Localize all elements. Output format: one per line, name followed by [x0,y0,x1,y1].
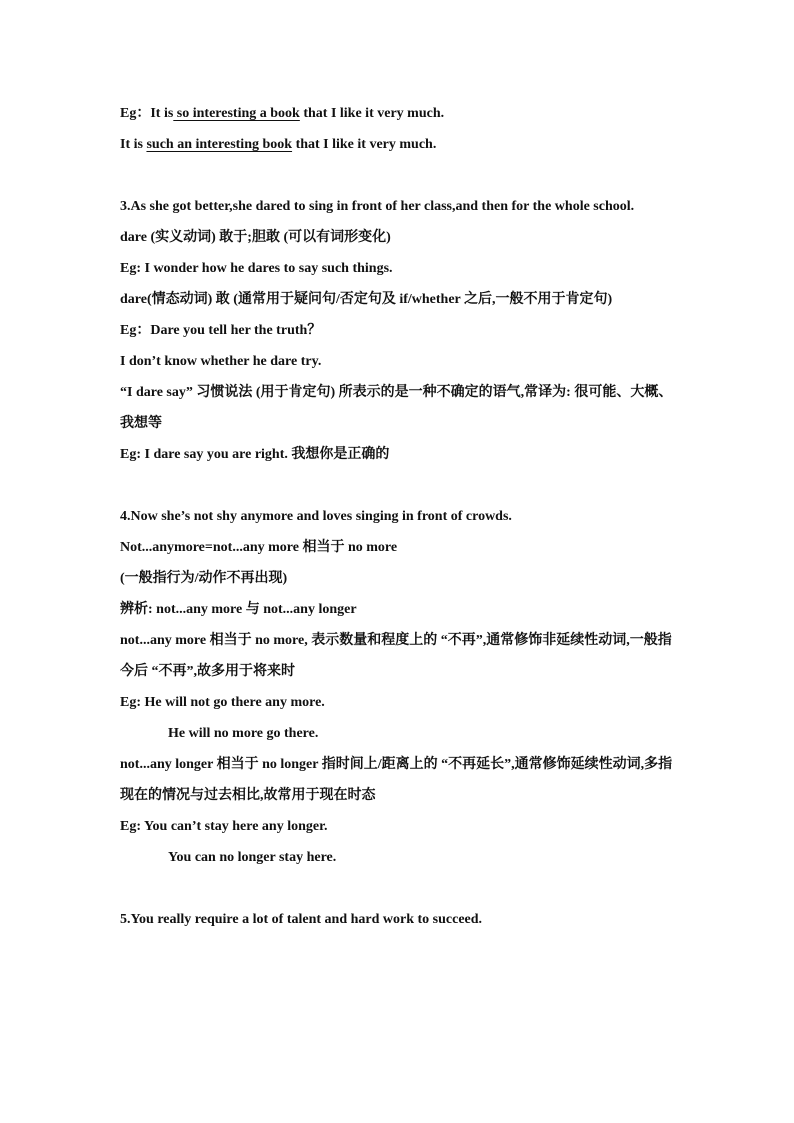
underlined-phrase: so interesting a book [173,106,300,121]
idiom-definition: “I dare say” 习惯说法 (用于肯定句) 所表示的是一种不确定的语气,常译为: 很可能、大概、我想等 [120,385,673,431]
usage-note: (一般指行为/动作不再出现) [120,571,288,586]
example-sentence: I don’t know whether he dare try. [120,354,322,369]
example-text: that I like it very much. [299,106,445,121]
anymore-definition: Not...anymore=not...any more 相当于 no more [120,540,398,555]
example-text: that I like it very much. [292,137,437,152]
example-sentence: Eg: I wonder how he dares to say such things. [120,261,393,276]
document-page [120,98,680,935]
dare-verb-definition: dare (实义动词) 敢于;胆敢 (可以有词形变化) [120,230,391,245]
example-sentence: Eg：Dare you tell her the truth？ [120,323,322,338]
section-3-heading: 3.As she got better,she dared to sing in front of her class,and then for the whole school. [120,199,635,214]
comparison-heading: 辨析: not...any more 与 not...any longer [120,602,357,617]
example-such-line [120,129,680,160]
longer-description: not...any longer 相当于 no longer 指时间上/距离上的 “不再延长”,通常修饰延续性动词,多指现在的情况与过去相比,故常用于现在时态 [120,757,673,803]
section-4-heading: 4.Now she’s not shy anymore and loves singing in front of crowds. [120,509,512,524]
example-so-line [120,98,680,129]
anymore-description: not...any more 相当于 no more, 表示数量和程度上的 “不再”,通常修饰非延续性动词,一般指今后 “不再”,故多用于将来时 [120,633,672,679]
example-sentence: He will no more go there. [168,726,319,741]
example-text: Eg：It is [120,106,174,121]
section-5-heading: 5.You really require a lot of talent and hard work to succeed. [120,912,483,927]
dare-modal-definition: dare(情态动词) 敢 (通常用于疑问句/否定句及 if/whether 之后,一般不用于肯定句) [120,292,613,307]
example-text: It is [120,137,147,152]
example-sentence: Eg: He will not go there any more. [120,695,325,710]
example-sentence: Eg: I dare say you are right. 我想你是正确的 [120,447,390,462]
example-sentence: Eg: You can’t stay here any longer. [120,819,328,834]
example-sentence: You can no longer stay here. [168,850,337,865]
underlined-phrase: such an interesting book [146,137,293,152]
